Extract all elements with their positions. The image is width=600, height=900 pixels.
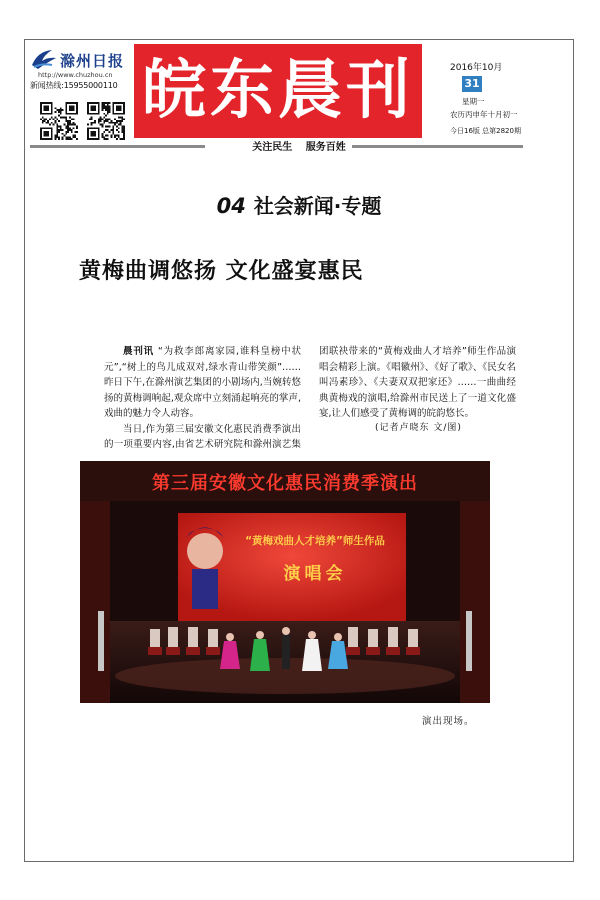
news-hotline: 新闻热线:15955000110: [30, 81, 118, 90]
issue-info: 今日16版 总第2820期: [450, 127, 521, 135]
article-paragraph-2: 当日,作为第三届安徽文化惠民消费季演出的一项重要内容,由省艺术研究院和滁州演艺集团联袂带来的“黄梅戏曲人才培养”师生作品演唱会精彩上演。《唱徽州》、《好了歌》、《民女名叫冯素珍》、《夫妻双双把家还》……一曲曲经典黄梅戏的演唱,给滁州市民送上了一道文化盛宴,让人们感受了黄梅调的皖韵悠长。: [104, 346, 516, 450]
site-url: http://www.chuzhou.cn: [38, 71, 113, 79]
date-line: 2016年10月: [450, 63, 503, 73]
chuzhou-daily-logo: [30, 47, 138, 73]
stage-banner-text: 第三届安徽文化惠民消费季演出: [152, 473, 418, 494]
weekday: 星期一: [462, 97, 485, 106]
qr-code-icon: [40, 102, 78, 140]
day-badge: 31: [462, 76, 482, 92]
byline: (记者卢晓东 文/图): [375, 423, 462, 433]
article-headline: 黄梅曲调悠扬 文化盛宴惠民: [79, 259, 364, 284]
slogan: [24, 138, 574, 153]
article-paragraph-1: [104, 344, 301, 422]
screen-title: 演唱会: [283, 564, 347, 584]
paper-logo-text: 滁州日报: [60, 52, 125, 70]
bird-logo-icon: [30, 47, 58, 71]
section-number: 04: [216, 194, 246, 218]
screen-subtitle: “黄梅戏曲人才培养”师生作品: [245, 535, 385, 547]
newspaper-title-block: [134, 44, 422, 138]
lunar-date: 农历丙申年十月初一: [450, 110, 518, 119]
slogan-text: 关注民生 服务百姓: [246, 142, 351, 153]
article-body: [104, 344, 516, 468]
section-header: [24, 190, 574, 219]
performance-photo: [80, 461, 490, 703]
paragraph-1-text: “为救李郎离家园,谁料皇榜中状元”,“树上的鸟儿成双对,绿水青山带笑颜”……昨日下午,在滁州演艺集团的小剧场内,当婉转悠扬的黄梅调响起,观众席中立刻涌起响亮的掌声,戏曲的魅力令人动容。: [104, 346, 301, 419]
section-title: 社会新闻·专题: [253, 194, 382, 218]
newspaper-title: 皖东晨刊: [142, 53, 414, 128]
qr-code-icon: [87, 102, 125, 140]
lead-tag: 晨刊讯: [123, 346, 155, 357]
photo-caption: 演出现场。: [422, 716, 475, 727]
